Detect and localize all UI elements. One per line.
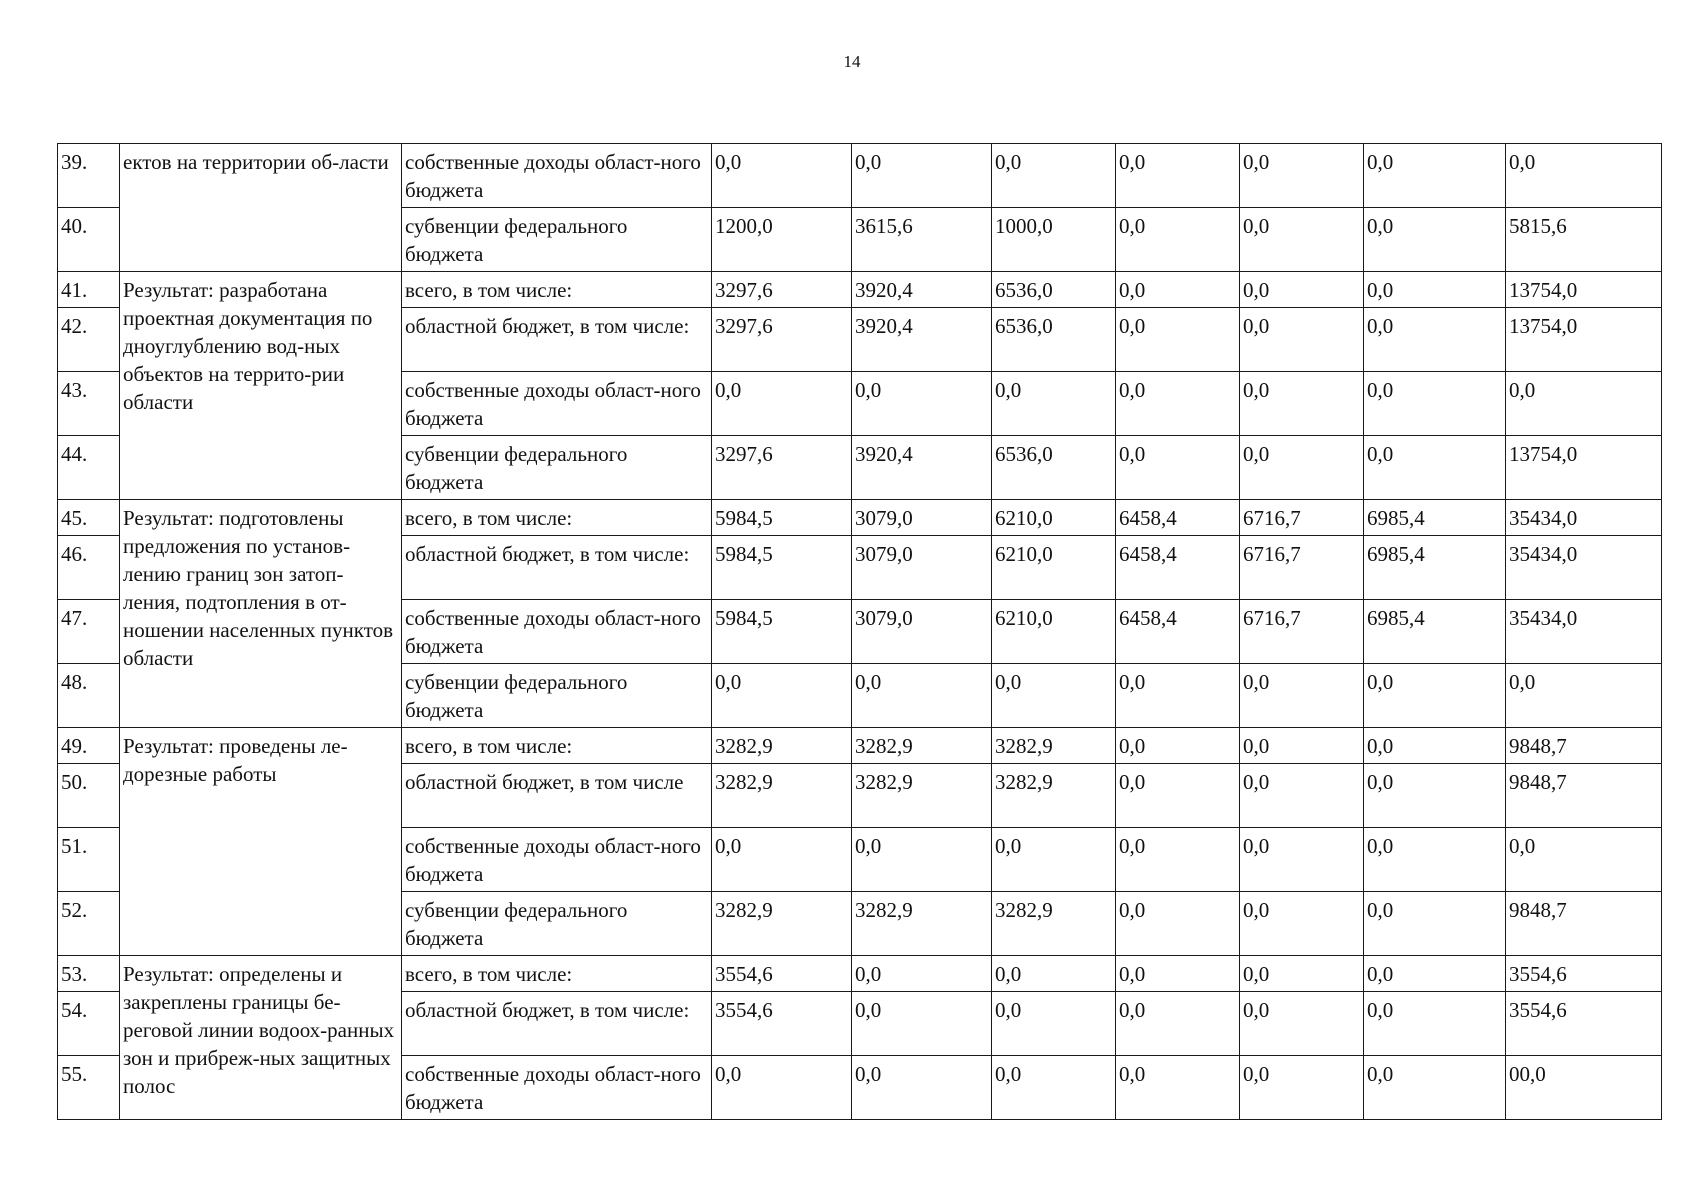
value-total: 0,0 bbox=[1506, 144, 1662, 208]
funding-source: всего, в том числе: bbox=[402, 500, 712, 536]
value-cell: 0,0 bbox=[1364, 308, 1506, 372]
value-cell: 0,0 bbox=[992, 372, 1116, 436]
value-cell: 0,0 bbox=[852, 992, 992, 1056]
value-cell: 0,0 bbox=[1116, 208, 1240, 272]
row-number: 47. bbox=[58, 600, 120, 664]
row-number: 53. bbox=[58, 956, 120, 992]
funding-source: субвенции федерального бюджета bbox=[402, 664, 712, 728]
row-number: 42. bbox=[58, 308, 120, 372]
value-cell: 3079,0 bbox=[852, 536, 992, 600]
value-cell: 0,0 bbox=[712, 664, 852, 728]
value-cell: 0,0 bbox=[1364, 144, 1506, 208]
value-cell: 0,0 bbox=[852, 1056, 992, 1120]
value-cell: 6716,7 bbox=[1240, 536, 1364, 600]
value-cell: 0,0 bbox=[1116, 764, 1240, 828]
table-row bbox=[58, 272, 1662, 308]
value-total: 0,0 bbox=[1506, 372, 1662, 436]
value-cell: 0,0 bbox=[992, 992, 1116, 1056]
value-cell: 3282,9 bbox=[992, 728, 1116, 764]
value-cell: 3297,6 bbox=[712, 436, 852, 500]
value-cell: 6458,4 bbox=[1116, 500, 1240, 536]
value-cell: 3554,6 bbox=[712, 992, 852, 1056]
row-number: 45. bbox=[58, 500, 120, 536]
value-cell: 0,0 bbox=[992, 144, 1116, 208]
value-cell: 6458,4 bbox=[1116, 536, 1240, 600]
value-total: 3554,6 bbox=[1506, 956, 1662, 992]
value-cell: 0,0 bbox=[1364, 208, 1506, 272]
table-row bbox=[58, 144, 1662, 208]
funding-source: областной бюджет, в том числе: bbox=[402, 536, 712, 600]
value-cell: 3079,0 bbox=[852, 500, 992, 536]
value-cell: 6210,0 bbox=[992, 536, 1116, 600]
value-cell: 0,0 bbox=[852, 664, 992, 728]
value-cell: 0,0 bbox=[1116, 144, 1240, 208]
value-cell: 0,0 bbox=[1364, 272, 1506, 308]
value-total: 13754,0 bbox=[1506, 272, 1662, 308]
row-number: 49. bbox=[58, 728, 120, 764]
value-cell: 5984,5 bbox=[712, 500, 852, 536]
value-cell: 0,0 bbox=[1240, 992, 1364, 1056]
funding-source: собственные доходы област-ного бюджета bbox=[402, 1056, 712, 1120]
value-cell: 3920,4 bbox=[852, 436, 992, 500]
funding-source: собственные доходы област-ного бюджета bbox=[402, 144, 712, 208]
value-cell: 6536,0 bbox=[992, 272, 1116, 308]
value-cell: 6985,4 bbox=[1364, 536, 1506, 600]
row-number: 51. bbox=[58, 828, 120, 892]
value-cell: 5984,5 bbox=[712, 536, 852, 600]
table-row bbox=[58, 728, 1662, 764]
value-total: 9848,7 bbox=[1506, 764, 1662, 828]
value-total: 9848,7 bbox=[1506, 728, 1662, 764]
page-number: 14 bbox=[843, 52, 861, 71]
row-number: 44. bbox=[58, 436, 120, 500]
value-cell: 0,0 bbox=[712, 144, 852, 208]
funding-source: всего, в том числе: bbox=[402, 272, 712, 308]
value-cell: 0,0 bbox=[1240, 372, 1364, 436]
value-cell: 0,0 bbox=[992, 1056, 1116, 1120]
value-cell: 3282,9 bbox=[852, 728, 992, 764]
value-cell: 0,0 bbox=[1240, 436, 1364, 500]
row-number: 41. bbox=[58, 272, 120, 308]
value-cell: 0,0 bbox=[1364, 892, 1506, 956]
value-cell: 0,0 bbox=[1364, 664, 1506, 728]
result-description: Результат: подготовлены предложения по установ-лению границ зон затоп-ления, подтопления в от-ношении населенных пунктов области bbox=[120, 500, 402, 728]
value-cell: 0,0 bbox=[1116, 992, 1240, 1056]
value-cell: 0,0 bbox=[1364, 764, 1506, 828]
value-total: 00,0 bbox=[1506, 1056, 1662, 1120]
value-cell: 3282,9 bbox=[852, 764, 992, 828]
value-cell: 0,0 bbox=[1116, 1056, 1240, 1120]
value-cell: 3297,6 bbox=[712, 308, 852, 372]
value-cell: 1200,0 bbox=[712, 208, 852, 272]
value-cell: 0,0 bbox=[1116, 436, 1240, 500]
value-cell: 0,0 bbox=[1240, 308, 1364, 372]
value-cell: 0,0 bbox=[1116, 892, 1240, 956]
value-total: 35434,0 bbox=[1506, 600, 1662, 664]
value-cell: 3282,9 bbox=[992, 764, 1116, 828]
value-cell: 6458,4 bbox=[1116, 600, 1240, 664]
funding-source: собственные доходы област-ного бюджета bbox=[402, 372, 712, 436]
value-cell: 3282,9 bbox=[992, 892, 1116, 956]
value-cell: 0,0 bbox=[1364, 436, 1506, 500]
value-cell: 0,0 bbox=[852, 144, 992, 208]
funding-source: всего, в том числе: bbox=[402, 956, 712, 992]
value-total: 3554,6 bbox=[1506, 992, 1662, 1056]
table-row bbox=[58, 956, 1662, 992]
value-cell: 3282,9 bbox=[852, 892, 992, 956]
value-cell: 0,0 bbox=[1364, 992, 1506, 1056]
funding-source: всего, в том числе: bbox=[402, 728, 712, 764]
funding-source: субвенции федерального бюджета bbox=[402, 436, 712, 500]
value-cell: 0,0 bbox=[1116, 664, 1240, 728]
value-cell: 0,0 bbox=[1240, 892, 1364, 956]
value-cell: 3079,0 bbox=[852, 600, 992, 664]
value-cell: 0,0 bbox=[1116, 272, 1240, 308]
value-cell: 0,0 bbox=[1240, 208, 1364, 272]
value-total: 13754,0 bbox=[1506, 308, 1662, 372]
value-cell: 0,0 bbox=[1240, 728, 1364, 764]
value-cell: 3615,6 bbox=[852, 208, 992, 272]
value-cell: 0,0 bbox=[1240, 272, 1364, 308]
value-cell: 3282,9 bbox=[712, 892, 852, 956]
value-cell: 6536,0 bbox=[992, 436, 1116, 500]
value-cell: 0,0 bbox=[992, 664, 1116, 728]
value-cell: 0,0 bbox=[1364, 1056, 1506, 1120]
result-description: Результат: проведены ле-дорезные работы bbox=[120, 728, 402, 956]
value-total: 0,0 bbox=[1506, 828, 1662, 892]
row-number: 50. bbox=[58, 764, 120, 828]
value-cell: 0,0 bbox=[1116, 728, 1240, 764]
value-cell: 0,0 bbox=[992, 828, 1116, 892]
value-cell: 3920,4 bbox=[852, 308, 992, 372]
funding-source: областной бюджет, в том числе: bbox=[402, 308, 712, 372]
row-number: 55. bbox=[58, 1056, 120, 1120]
value-total: 13754,0 bbox=[1506, 436, 1662, 500]
value-cell: 5984,5 bbox=[712, 600, 852, 664]
row-number: 54. bbox=[58, 992, 120, 1056]
value-cell: 6985,4 bbox=[1364, 500, 1506, 536]
row-number: 52. bbox=[58, 892, 120, 956]
value-cell: 0,0 bbox=[1364, 372, 1506, 436]
result-description: ектов на территории об-ласти bbox=[120, 144, 402, 272]
value-total: 35434,0 bbox=[1506, 500, 1662, 536]
value-cell: 0,0 bbox=[1240, 764, 1364, 828]
value-cell: 0,0 bbox=[992, 956, 1116, 992]
value-cell: 3920,4 bbox=[852, 272, 992, 308]
value-total: 35434,0 bbox=[1506, 536, 1662, 600]
value-cell: 0,0 bbox=[1240, 956, 1364, 992]
value-total: 5815,6 bbox=[1506, 208, 1662, 272]
value-cell: 0,0 bbox=[1240, 1056, 1364, 1120]
value-cell: 6210,0 bbox=[992, 500, 1116, 536]
value-cell: 6985,4 bbox=[1364, 600, 1506, 664]
value-cell: 6210,0 bbox=[992, 600, 1116, 664]
value-cell: 0,0 bbox=[1240, 664, 1364, 728]
value-cell: 1000,0 bbox=[992, 208, 1116, 272]
funding-source: собственные доходы област-ного бюджета bbox=[402, 600, 712, 664]
row-number: 46. bbox=[58, 536, 120, 600]
value-cell: 0,0 bbox=[712, 1056, 852, 1120]
value-cell: 0,0 bbox=[852, 956, 992, 992]
value-cell: 6536,0 bbox=[992, 308, 1116, 372]
value-cell: 0,0 bbox=[1364, 728, 1506, 764]
funding-source: субвенции федерального бюджета bbox=[402, 208, 712, 272]
value-cell: 0,0 bbox=[712, 372, 852, 436]
value-cell: 0,0 bbox=[1364, 956, 1506, 992]
value-cell: 0,0 bbox=[1116, 956, 1240, 992]
value-cell: 0,0 bbox=[1116, 308, 1240, 372]
row-number: 39. bbox=[58, 144, 120, 208]
value-cell: 3282,9 bbox=[712, 764, 852, 828]
budget-table bbox=[57, 143, 1662, 1120]
funding-source: областной бюджет, в том числе: bbox=[402, 992, 712, 1056]
value-cell: 3554,6 bbox=[712, 956, 852, 992]
value-cell: 0,0 bbox=[852, 828, 992, 892]
row-number: 40. bbox=[58, 208, 120, 272]
row-number: 48. bbox=[58, 664, 120, 728]
result-description: Результат: разработана проектная документация по дноуглублению вод-ных объектов на террито-рии области bbox=[120, 272, 402, 500]
value-cell: 0,0 bbox=[1364, 828, 1506, 892]
value-cell: 3282,9 bbox=[712, 728, 852, 764]
funding-source: собственные доходы област-ного бюджета bbox=[402, 828, 712, 892]
value-cell: 0,0 bbox=[712, 828, 852, 892]
table-row bbox=[58, 500, 1662, 536]
funding-source: субвенции федерального бюджета bbox=[402, 892, 712, 956]
value-cell: 6716,7 bbox=[1240, 600, 1364, 664]
row-number: 43. bbox=[58, 372, 120, 436]
table-body bbox=[58, 144, 1662, 1120]
value-cell: 0,0 bbox=[1116, 372, 1240, 436]
value-cell: 6716,7 bbox=[1240, 500, 1364, 536]
value-cell: 0,0 bbox=[1116, 828, 1240, 892]
result-description: Результат: определены и закреплены границы бе-реговой линии водоох-ранных зон и прибреж-ных защитных полос bbox=[120, 956, 402, 1120]
value-cell: 0,0 bbox=[1240, 828, 1364, 892]
value-cell: 3297,6 bbox=[712, 272, 852, 308]
value-total: 9848,7 bbox=[1506, 892, 1662, 956]
value-total: 0,0 bbox=[1506, 664, 1662, 728]
value-cell: 0,0 bbox=[1240, 144, 1364, 208]
funding-source: областной бюджет, в том числе bbox=[402, 764, 712, 828]
value-cell: 0,0 bbox=[852, 372, 992, 436]
